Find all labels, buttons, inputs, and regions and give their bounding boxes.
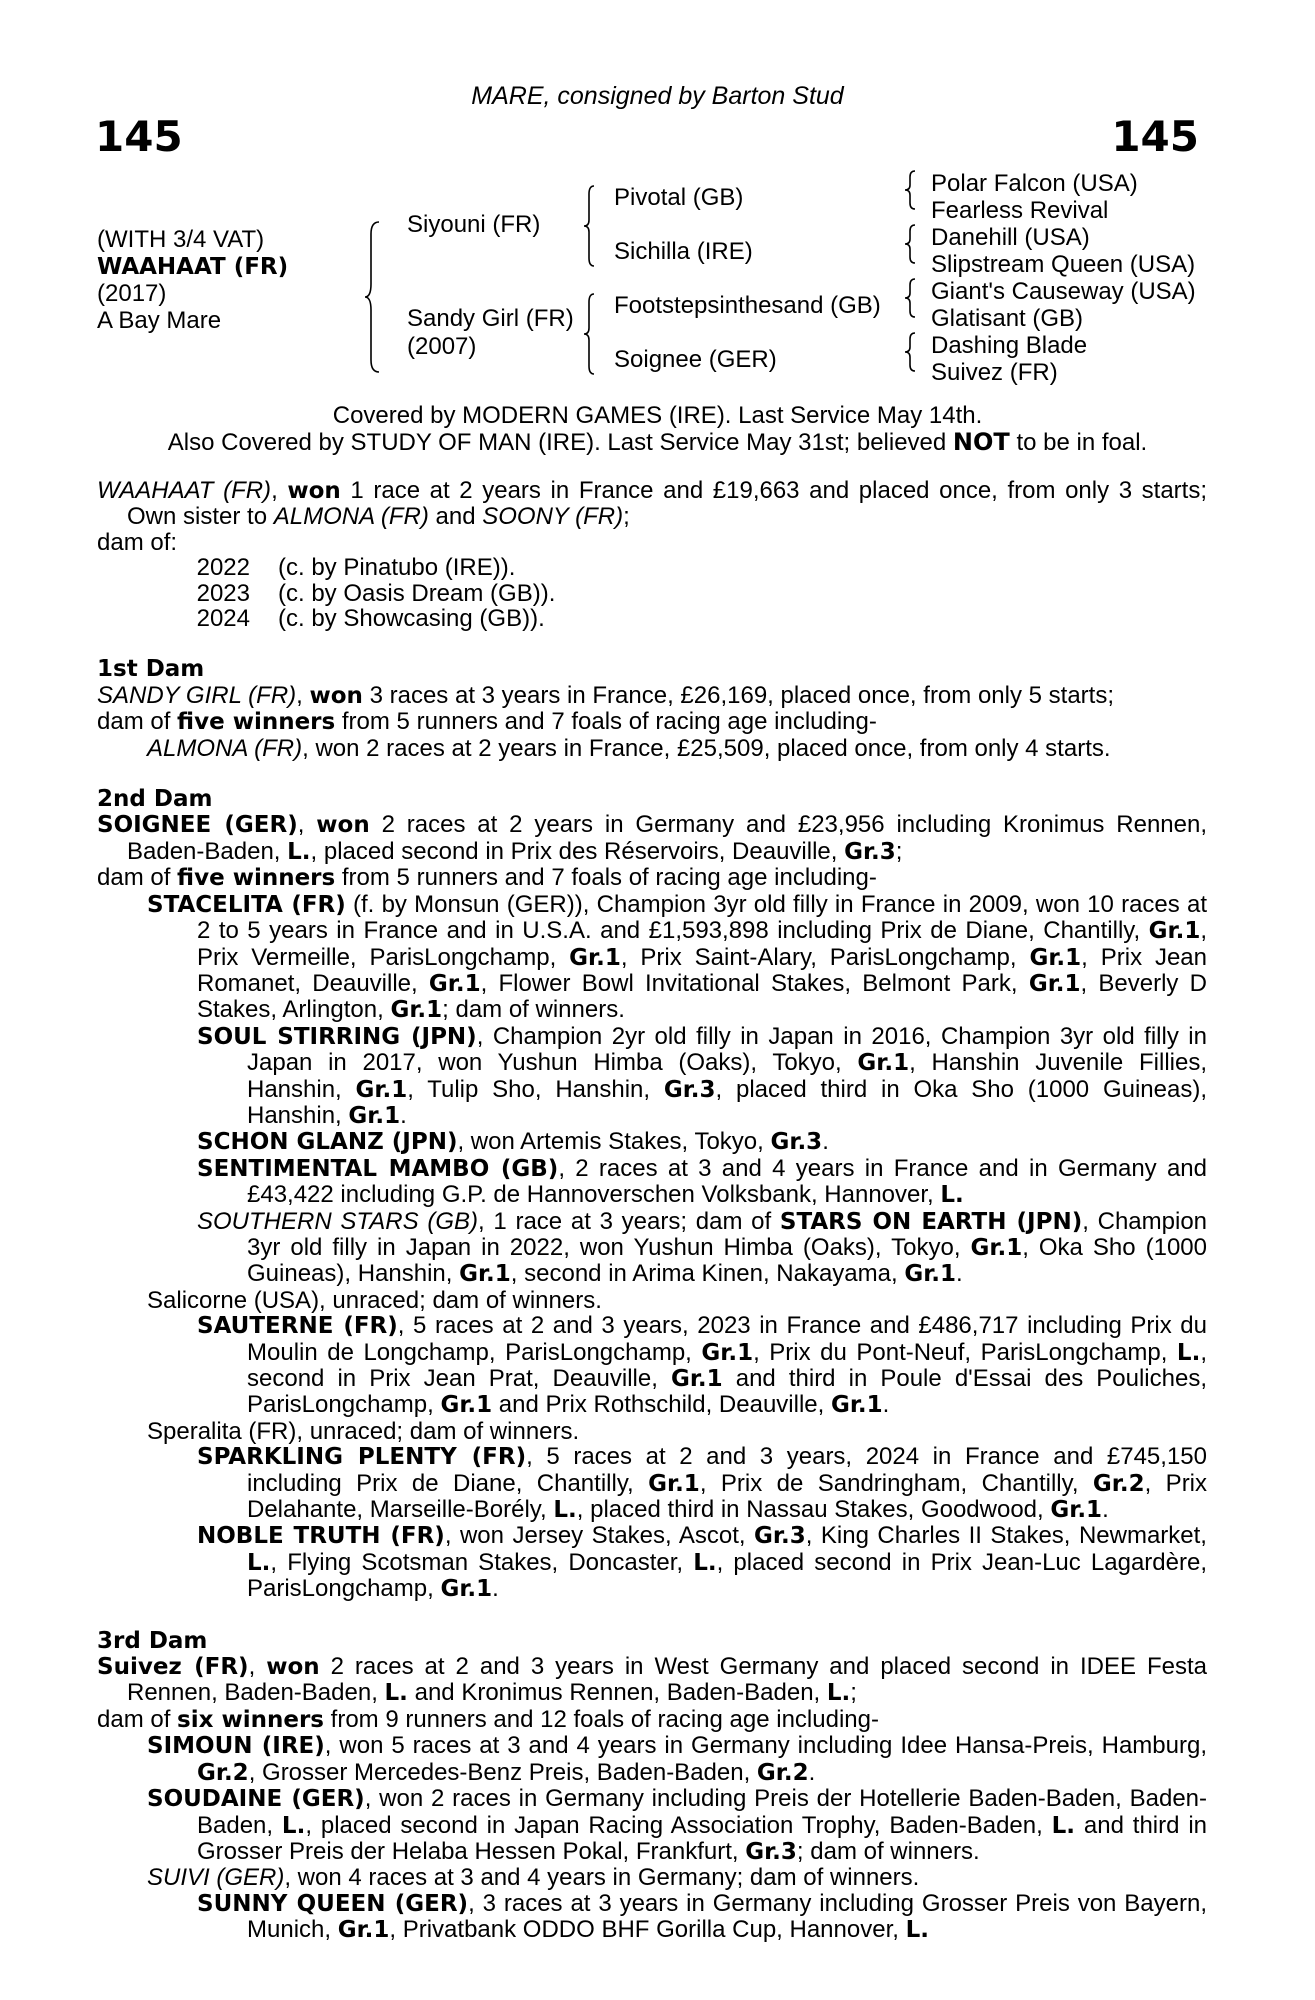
produce-noble-truth: NOBLE TRUTH (FR), won Jersey Stakes, Ascot, Gr.3, King Charles II Stakes, Newmarket, L., Flying Scotsman Stakes, Doncaster, L., placed second in Prix Jean-Luc Lagardère, ParisLongchamp, Gr.1.: [197, 1522, 1207, 1603]
first-dam-heading: 1st Dam: [97, 656, 205, 683]
lot-number-left: 145: [95, 112, 183, 161]
pedigree-bracket-3b: [905, 225, 919, 263]
catalogue-body: [97, 478, 1207, 1944]
foal-row: 2024 (c. by Showcasing (GB)).: [196, 605, 545, 633]
horse-name: WAAHAAT (FR): [97, 254, 289, 280]
produce-southern-stars: SOUTHERN STARS (GB), 1 race at 3 years; dam of STARS ON EARTH (JPN), Champion 3yr old filly in Japan in 2022, won Yushun Himba (Oaks), Tokyo, Gr.1, Oka Sho (1000 Guineas), Hanshin, Gr.1, second in Arima Kinen, Nakayama, Gr.1.: [197, 1207, 1208, 1288]
second-dam-produce-summary: dam of five winners from 5 runners and 7 foals of racing age including-: [97, 864, 877, 892]
first-dam-produce-summary: dam of five winners from 5 runners and 7 foals of racing age including-: [97, 708, 877, 736]
produce-suivi: SUIVI (GER), won 4 races at 3 and 4 years in Germany; dam of winners.: [147, 1864, 920, 1892]
second-dam-paragraph: SOIGNEE (GER), won 2 races at 2 years in Germany and £23,956 including Kronimus Rennen, Baden-Baden, L., placed second in Prix des Réservoirs, Deauville, Gr.3;: [97, 811, 1208, 865]
pedigree-sdd: Slipstream Queen (USA): [931, 251, 1196, 278]
produce-soul-stirring: SOUL STIRRING (JPN), Champion 2yr old filly in Japan in 2016, Champion 3yr old filly in Japan in 2017, won Yushun Himba (Oaks), Tokyo, Gr.1, Hanshin Juvenile Fillies, Hanshin, Gr.1, Tulip Sho, Hanshin, Gr.3, placed third in Oka Sho (1000 Guineas), Hanshin, Gr.1.: [197, 1022, 1207, 1129]
produce-salicorne: Salicorne (USA), unraced; dam of winners.: [147, 1286, 602, 1314]
pedigree-bracket-3c: [905, 279, 919, 317]
produce-sunny-queen: SUNNY QUEEN (GER), 3 races at 3 years in Germany including Grosser Preis von Bayern, Munich, Gr.1, Privatbank ODDO BHF Gorilla Cup, Hannover, L.: [197, 1889, 1208, 1944]
not-emphasis: NOT: [952, 428, 1010, 456]
pedigree-dds: Dashing Blade: [931, 332, 1088, 359]
intro-dam-of: dam of:: [97, 528, 178, 556]
pedigree-sss: Polar Falcon (USA): [931, 170, 1138, 197]
pedigree-dss: Giant's Causeway (USA): [931, 278, 1196, 305]
lot-number-right: 145: [1111, 112, 1199, 161]
produce-sauterne: SAUTERNE (FR), 5 races at 2 and 3 years, 2023 in France and £486,717 including Prix du Moulin de Longchamp, ParisLongchamp, Gr.1, Prix du Pont-Neuf, ParisLongchamp, L., second in Prix Jean Prat, Deauville, Gr.1 and third in Poule d'Essai des Pouliches, ParisLongchamp, Gr.1 and Prix Rothschild, Deauville, Gr.1.: [197, 1312, 1208, 1419]
covered-line-1: Covered by MODERN GAMES (IRE). Last Service May 14th.: [332, 402, 983, 429]
first-dam-paragraph: SANDY GIRL (FR), won 3 races at 3 years in France, £26,169, placed once, from only 5 starts;: [97, 681, 1114, 709]
pedigree-sire: Siyouni (FR): [407, 211, 541, 238]
produce-soudaine: SOUDAINE (GER), won 2 races in Germany including Preis der Hotellerie Baden-Baden, Baden-Baden, L., placed second in Japan Racing Association Trophy, Baden-Baden, L. and third in Grosser Preis der Helaba Hessen Pokal, Frankfurt, Gr.3; dam of winners.: [147, 1785, 1208, 1865]
pedigree-sd: Sichilla (IRE): [614, 238, 753, 265]
pedigree-sds: Danehill (USA): [931, 224, 1090, 251]
third-dam-paragraph: Suivez (FR), won 2 races at 2 and 3 years in West Germany and placed second in IDEE Festa Rennen, Baden-Baden, L. and Kronimus Rennen, Baden-Baden, L.;: [97, 1653, 1207, 1707]
pedigree-dd: Soignee (GER): [614, 346, 777, 373]
covered-line-2: Also Covered by STUDY OF MAN (IRE). Last Service May 31st; believed NOT to be in foal.: [167, 428, 1148, 456]
pedigree-bracket-2a: [584, 186, 598, 266]
pedigree-dsd: Glatisant (GB): [931, 305, 1084, 332]
vat-note: (WITH 3/4 VAT): [97, 226, 265, 253]
horse-year: (2017): [97, 280, 167, 307]
pedigree-bracket-2b: [584, 294, 598, 374]
second-dam-heading: 2nd Dam: [97, 786, 213, 813]
horse-description: A Bay Mare: [97, 307, 222, 334]
pedigree-ssd: Fearless Revival: [931, 197, 1109, 224]
pedigree-dam-year: (2007): [407, 333, 477, 360]
produce-sparkling-plenty: SPARKLING PLENTY (FR), 5 races at 2 and 3 years, 2024 in France and £745,150 including Prix de Diane, Chantilly, Gr.1, Prix de Sandringham, Chantilly, Gr.2, Prix Delahante, Marseille-Borély, L., placed third in Nassau Stakes, Goodwood, Gr.1.: [197, 1443, 1208, 1524]
pedigree-bracket-3d: [905, 333, 919, 371]
first-dam-produce-almona: ALMONA (FR), won 2 races at 2 years in France, £25,509, placed once, from only 4 starts.: [147, 734, 1111, 762]
foal-row: 2023 (c. by Oasis Dream (GB)).: [196, 579, 556, 607]
intro-paragraph: WAAHAAT (FR), won 1 race at 2 years in France and £19,663 and placed once, from only 3 starts; Own sister to ALMONA (FR) and SOONY (FR);: [97, 477, 1208, 531]
pedigree-ddd: Suivez (FR): [931, 359, 1058, 386]
pedigree-bracket-3a: [905, 171, 919, 209]
pedigree-bracket-1: [365, 222, 385, 372]
produce-simoun: SIMOUN (IRE), won 5 races at 3 and 4 years in Germany including Idee Hansa-Preis, Hamburg, Gr.2, Grosser Mercedes-Benz Preis, Baden-Baden, Gr.2.: [147, 1732, 1208, 1786]
third-dam-produce-summary: dam of six winners from 9 runners and 12 foals of racing age including-: [97, 1705, 879, 1733]
produce-schon-glanz: SCHON GLANZ (JPN), won Artemis Stakes, Tokyo, Gr.3.: [197, 1128, 829, 1156]
produce-speralita: Speralita (FR), unraced; dam of winners.: [147, 1417, 580, 1445]
pedigree-ss: Pivotal (GB): [614, 184, 744, 211]
foal-row: 2022 (c. by Pinatubo (IRE)).: [196, 554, 516, 582]
produce-sentimental-mambo: SENTIMENTAL MAMBO (GB), 2 races at 3 and 4 years in France and in Germany and £43,422 including G.P. de Hannoverschen Volksbank, Hannover, L.: [197, 1154, 1207, 1209]
lot-subtitle: MARE, consigned by Barton Stud: [471, 82, 844, 110]
produce-stacelita: STACELITA (FR) (f. by Monsun (GER)), Champion 3yr old filly in France in 2009, won 10 races at 2 to 5 years in France and in U.S.A. and £1,593,898 including Prix de Diane, Chantilly, Gr.1, Prix Vermeille, ParisLongchamp, Gr.1, Prix Saint-Alary, ParisLongchamp, Gr.1, Prix Jean Romanet, Deauville, Gr.1, Flower Bowl Invitational Stakes, Belmont Park, Gr.1, Beverly D Stakes, Arlington, Gr.1; dam of winners.: [147, 890, 1208, 1024]
third-dam-heading: 3rd Dam: [97, 1627, 208, 1654]
pedigree-ds: Footstepsinthesand (GB): [614, 292, 881, 319]
pedigree-dam: Sandy Girl (FR): [407, 305, 574, 332]
